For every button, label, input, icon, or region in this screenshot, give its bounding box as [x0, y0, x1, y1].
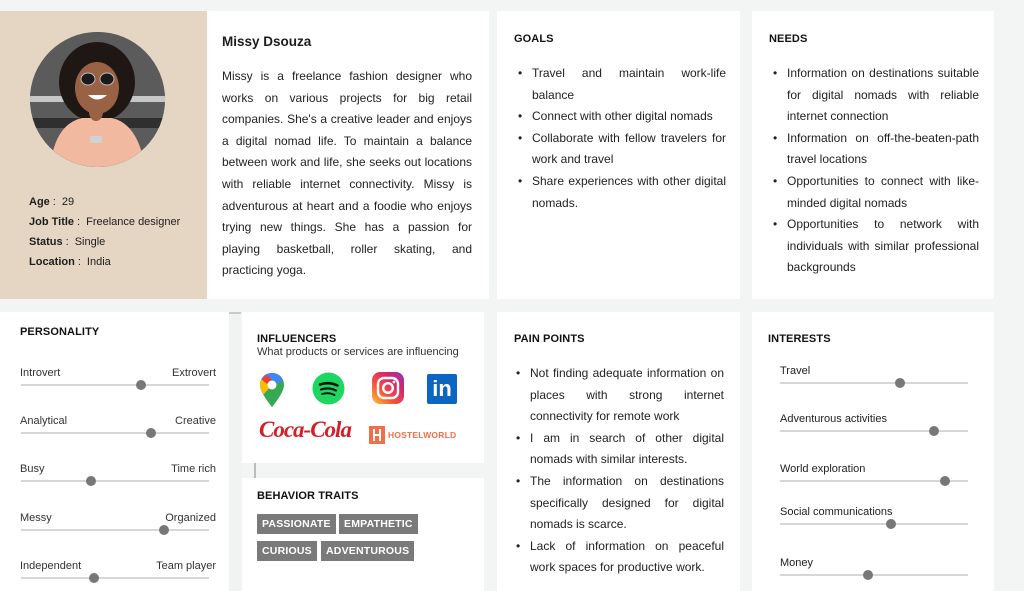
scale-left-label: Introvert [20, 367, 61, 379]
slider-track[interactable] [780, 430, 968, 432]
scrollbar-thumb[interactable] [229, 312, 241, 314]
slider-thumb[interactable] [89, 573, 99, 583]
profile-card [0, 11, 207, 299]
bio-card [207, 11, 489, 299]
interest-scale[interactable] [780, 365, 968, 395]
personality-scale[interactable] [20, 367, 216, 397]
avatar [30, 32, 165, 167]
slider-track[interactable] [21, 480, 209, 482]
slider-thumb[interactable] [863, 570, 873, 580]
slider-track[interactable] [21, 529, 209, 531]
slider-track[interactable] [21, 577, 209, 579]
slider-track[interactable] [780, 480, 968, 482]
interest-label: Travel [780, 365, 811, 377]
scale-left-label: Independent [20, 560, 82, 572]
hostelworld-wordmark: HOSTELWORLD [388, 430, 457, 440]
interest-label: Adventurous activities [780, 413, 887, 425]
behavior-traits-card [242, 478, 484, 591]
instagram-icon [372, 372, 404, 409]
persona-bio: Missy is a freelance fashion designer who works on various projects for big retail companies. She's a creative leader and enjoys a digital nomad life. To maintain a balance between work and life, she seeks out locations with reliable internet connectivity. Missy is adventurous at heart and a foodie who enjoys trying new things. She has a passion for playing basketball, roller skating, and practicing yoga. [222, 69, 472, 278]
personality-card [0, 312, 229, 591]
slider-track[interactable] [780, 574, 968, 576]
scrollbar-track[interactable] [229, 312, 241, 591]
scale-right-label: Team player [156, 560, 216, 572]
influencers-card [242, 312, 484, 463]
goals-card [497, 11, 740, 299]
personality-scale[interactable] [20, 560, 216, 590]
list-item: • Connect with other digital nomads [516, 106, 726, 128]
scale-right-label: Extrovert [171, 367, 216, 379]
interest-scale[interactable] [780, 413, 968, 443]
persona-name: Missy Dsouza [222, 34, 312, 49]
fact-status: Status : Single [29, 236, 106, 248]
linkedin-icon: in [427, 374, 457, 404]
fact-job-title: Job Title : Freelance designer [29, 216, 181, 228]
behavior-heading: BEHAVIOR TRAITS [257, 490, 359, 502]
interest-scale[interactable] [780, 557, 968, 587]
interest-label: Money [780, 557, 814, 569]
interests-heading: INTERESTS [768, 333, 831, 345]
page-margin [994, 0, 1024, 591]
list-item: • The information on destinations specifically designed for digital nomads is scarce. [514, 471, 724, 536]
influencers-subtitle: What products or services are influencing [257, 346, 459, 358]
list-item: • Opportunities to connect with like-minded digital nomads [771, 171, 979, 214]
trait-tag: ADVENTUROUS [321, 541, 414, 561]
interest-scale[interactable] [780, 463, 968, 493]
trait-tag: EMPATHETIC [339, 514, 418, 534]
list-item: • I am in search of other digital nomads with similar interests. [514, 428, 724, 471]
slider-thumb[interactable] [940, 476, 950, 486]
personality-scale[interactable] [20, 512, 216, 542]
goals-list [516, 63, 726, 214]
goals-heading: GOALS [514, 33, 554, 45]
list-item: • Information on off-the-beaten-path travel locations [771, 128, 979, 171]
list-item: • Travel and maintain work-life balance [516, 63, 726, 106]
influencers-heading: INFLUENCERS [257, 333, 337, 345]
slider-track[interactable] [21, 384, 209, 386]
slider-thumb[interactable] [86, 476, 96, 486]
personality-scale[interactable] [20, 415, 216, 445]
fact-age: Age : 29 [29, 196, 75, 208]
spotify-icon [312, 372, 345, 410]
list-item: • Collaborate with fellow travelers for work and travel [516, 128, 726, 171]
coca-cola-logo: Coca-Cola [259, 417, 351, 442]
avatar-photo [30, 32, 165, 167]
personality-heading: PERSONALITY [20, 326, 100, 338]
slider-thumb[interactable] [159, 525, 169, 535]
profile-facts [29, 192, 180, 272]
slider-thumb[interactable] [136, 380, 146, 390]
pain-points-card [497, 312, 740, 591]
scale-left-label: Messy [20, 512, 52, 524]
google-maps-icon [259, 372, 285, 413]
scale-right-label: Time rich [171, 463, 216, 475]
interests-card [752, 312, 994, 591]
pain-points-list [514, 363, 724, 579]
interest-label: World exploration [780, 463, 866, 475]
hostelworld-icon [369, 426, 385, 444]
hostelworld-logo [369, 426, 456, 444]
slider-thumb[interactable] [895, 378, 905, 388]
scale-right-label: Organized [165, 512, 216, 524]
slider-thumb[interactable] [886, 519, 896, 529]
list-item: • Not finding adequate information on places with strong internet connectivity for remote work [514, 363, 724, 428]
scale-left-label: Analytical [20, 415, 68, 427]
slider-track[interactable] [780, 523, 968, 525]
list-item: • Lack of information on peaceful work spaces for productive work. [514, 536, 724, 579]
trait-tag: CURIOUS [257, 541, 317, 561]
slider-thumb[interactable] [146, 428, 156, 438]
interest-scale[interactable] [780, 506, 968, 536]
interest-label: Social communications [780, 506, 893, 518]
needs-heading: NEEDS [769, 33, 808, 45]
personality-scale[interactable] [20, 463, 216, 493]
list-item: • Information on destinations suitable for digital nomads with reliable internet connection [771, 63, 979, 128]
pain-points-heading: PAIN POINTS [514, 333, 585, 345]
slider-thumb[interactable] [929, 426, 939, 436]
needs-card [752, 11, 994, 299]
trait-tag: PASSIONATE [257, 514, 336, 534]
slider-track[interactable] [780, 382, 968, 384]
list-item: • Opportunities to network with individuals with similar professional backgrounds [771, 214, 979, 279]
scale-right-label: Creative [175, 415, 216, 427]
list-item: • Share experiences with other digital nomads. [516, 171, 726, 214]
slider-track[interactable] [21, 432, 209, 434]
fact-location: Location : India [29, 256, 111, 268]
divider [254, 463, 256, 478]
needs-list [771, 63, 979, 279]
scale-left-label: Busy [20, 463, 45, 475]
